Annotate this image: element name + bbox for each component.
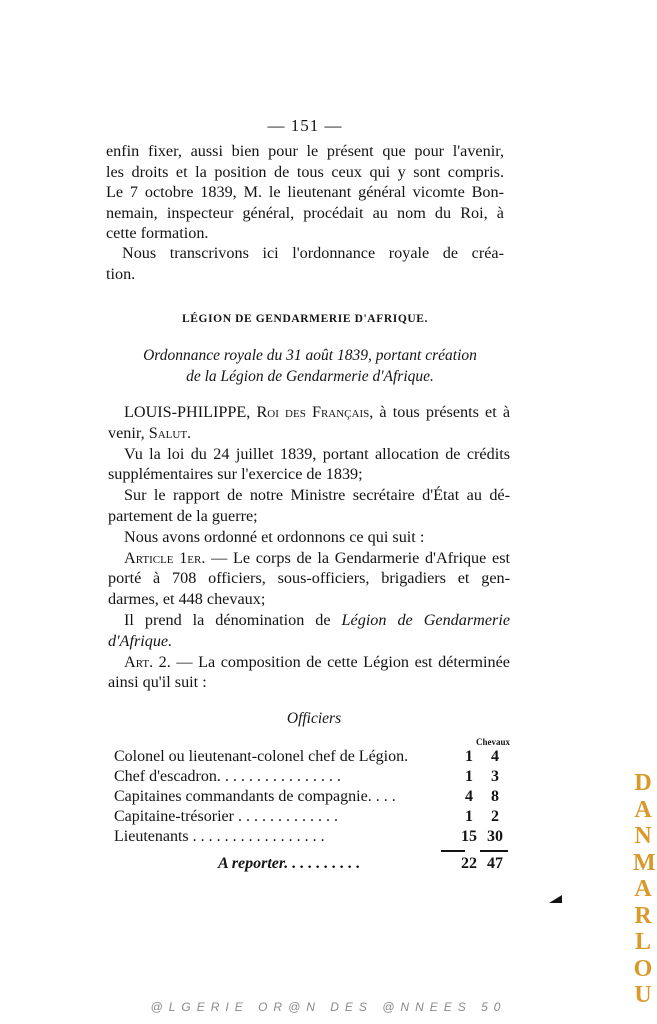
text-line: Nous avons ordonné et ordonnons ce qui suit :	[124, 527, 425, 546]
report-label: A reporter. . . . . . . . . .	[218, 855, 361, 872]
text-line: partement de la guerre;	[108, 506, 258, 525]
text-line: Sur le rapport de notre Ministre secrétaire d'État au dé-	[124, 486, 510, 505]
preamble-text: venir,	[108, 423, 145, 442]
horses-count: 8	[491, 788, 499, 805]
king-name: LOUIS-PHILIPPE,	[124, 403, 251, 421]
legion-name: d'Afrique.	[108, 631, 173, 650]
text-line: cette formation.	[106, 224, 209, 242]
ordinance-title-line-1: Ordonnance royale du 31 août 1839, portant création	[143, 347, 477, 364]
legion-name: Légion de Gendarmerie	[341, 610, 511, 629]
table-row	[114, 788, 514, 808]
salutation: Salut.	[148, 423, 192, 442]
row-label: Chef d'escadron. . . . . . . . . . . . . . . .	[114, 768, 341, 785]
text-line: Nous transcrivons ici l'ordonnance royale de créa-	[122, 244, 504, 262]
horses-total: 47	[487, 855, 503, 872]
printer-mark-icon	[549, 895, 562, 903]
preamble-line	[108, 402, 510, 423]
text-line: Le 7 octobre 1839, M. le lieutenant général vicomte Bon-	[106, 183, 504, 201]
table-row	[114, 768, 514, 788]
officers-count: 1	[465, 748, 473, 765]
table-row	[114, 828, 514, 848]
footer-watermark: @LGERIE OR@N DES @NNEES 50	[150, 1000, 507, 1014]
text-line: enfin fixer, aussi bien pour le présent que pour l'avenir,	[106, 142, 504, 160]
horses-count: 3	[491, 768, 499, 785]
report-row	[114, 855, 514, 875]
intro-paragraph	[106, 141, 504, 244]
watermark	[630, 770, 656, 1009]
horses-count: 30	[487, 828, 503, 845]
text-line: Vu la loi du 24 juillet 1839, portant allocation de crédits	[124, 444, 510, 463]
row-label: Lieutenants . . . . . . . . . . . . . . . . .	[114, 828, 325, 845]
denomination-line	[108, 610, 510, 631]
section-heading: LÉGION DE GENDARMERIE D'AFRIQUE.	[181, 313, 429, 325]
sum-rule	[441, 850, 465, 852]
article-1-line	[108, 548, 510, 569]
denomination-line-2	[108, 631, 510, 652]
officers-count: 4	[465, 788, 473, 805]
article-1-text: — Le corps de la Gendarmerie d'Afrique est	[211, 548, 510, 567]
article-2-line	[108, 652, 510, 673]
text-line: nemain, inspecteur général, procédait au nom du Roi, à	[106, 203, 504, 222]
denomination-text: Il prend la dénomination de	[124, 610, 331, 629]
table-row	[114, 808, 514, 828]
ordinance-title-line-2: de la Légion de Gendarmerie d'Afrique.	[186, 368, 434, 385]
text-line: ainsi qu'il suit :	[108, 673, 207, 692]
officers-count: 1	[465, 768, 473, 785]
preamble-line	[108, 423, 510, 444]
king-title: Roi des Français,	[256, 403, 374, 421]
table-caption: Officiers	[286, 710, 342, 727]
officers-count: 15	[461, 828, 477, 845]
article-2-label: Art. 2.	[124, 652, 171, 671]
text-line: les droits et la position de tous ceux qui y sont compris.	[106, 162, 504, 181]
horses-count: 4	[491, 748, 499, 765]
ordinance-body	[108, 402, 510, 693]
officers-count: 1	[465, 808, 473, 825]
text-line: tion.	[106, 264, 136, 283]
transcribe-paragraph	[106, 243, 504, 284]
article-2-text: — La composition de cette Légion est déterminée	[176, 652, 510, 671]
horses-count: 2	[491, 808, 499, 825]
horses-column-header: Chevaux	[476, 737, 511, 747]
row-label: Capitaines commandants de compagnie. . . .	[114, 788, 396, 805]
page-number: — 151 —	[267, 116, 343, 135]
officers-total: 22	[461, 855, 477, 872]
preamble-text: à tous présents et à	[379, 403, 511, 421]
row-label: Capitaine-trésorier . . . . . . . . . . . . .	[114, 808, 338, 825]
sum-rule	[480, 850, 508, 852]
table-row	[114, 748, 514, 768]
text-line: darmes, et 448 chevaux;	[108, 590, 266, 609]
text-line: supplémentaires sur l'exercice de 1839;	[108, 465, 363, 484]
watermark-text: DANMARLOU	[633, 770, 656, 1008]
text-line: porté à 708 officiers, sous-officiers, brigadiers et gen-	[108, 569, 510, 588]
row-label: Colonel ou lieutenant-colonel chef de Légion.	[114, 748, 409, 765]
article-1-label: Article 1er.	[124, 548, 206, 567]
